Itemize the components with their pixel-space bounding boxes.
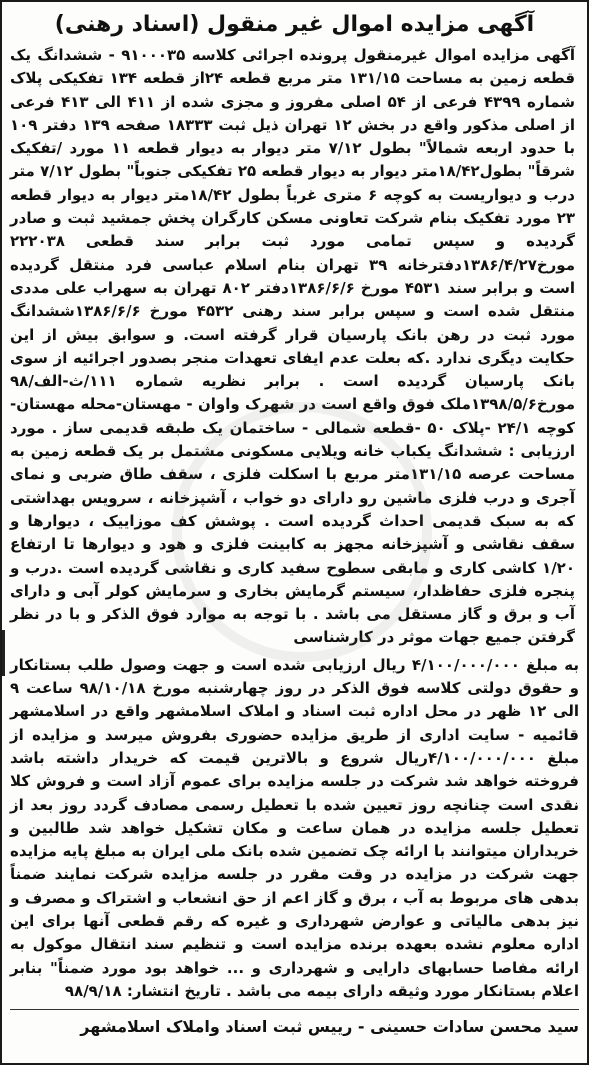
margin-mark xyxy=(2,630,5,676)
signature-line: سید محسن سادات حسینی - رییس ثبت اسناد واملاک اسلامشهر xyxy=(10,1009,579,1040)
notice-body-part-2: به مبلغ ۴/۱۰۰/۰۰۰/۰۰۰ ریال ارزیابی شده است و جهت وصول طلب بستانکار و حقوق دولتی کلاسه فوق الذکر در روز چهارشنبه مورخ ۹۸/۱۰/۱۸ ساعت ۹ الی ۱۲ ظهر در محل اداره ثبت اسناد و املاک اسلامشهر واقع در اسلامشهر قائمیه - سایت اداری از طریق مزایده حضوری بفروش میرسد و مزایده از مبلغ ۴/۱۰۰/۰۰۰/۰۰۰ریال شروع و بالاترین قیمت که خریدار داشته باشد فروخته خواهد شد شرکت در جلسه مزایده برای عموم آزاد است و فروش کلا نقدی است چنانچه روز تعیین شده با تعطیل رسمی مصادف گردد روز بعد از تعطیل جلسه مزایده در همان ساعت و مکان تشکیل خواهد شد طالبین و خریداران میتوانند با ارائه چک تضمین شده بانک ملی ایران به مبلغ پایه مزایده جهت شرکت در مزایده در وقت مقرر در جلسه مزایده شرکت نمایند ضمناً بدهی های مربوط به آب ، برق و گاز اعم از حق انشعاب و اشتراک و مصرف و نیز بدهی مالیاتی و عوارض شهرداری و غیره که رقم قطعی آنها برای این اداره معلوم نشده بعهده برنده مزایده است و تنظیم سند انتقال موکول به ارائه مفاصا حسابهای دارایی و شهرداری و ... خواهد بود مورد ضمناً" بنابر اعلام بستانکار مورد وثیقه دارای بیمه می باشد . تاریخ انتشار: ۹۸/۹/۱۸ xyxy=(10,655,580,1000)
notice-title: آگهی مزایده اموال غیر منقول (اسناد رهنی) xyxy=(54,12,535,37)
notice-body-part-1: آگهی مزایده اموال غیرمنقول پرونده اجرائی کلاسه ۹۱۰۰۰۳۵ - ششدانگ یک قطعه زمین به مساحت ۱۳۱/۱۵ متر مربع قطعه ۲۴از قطعه ۱۳۴ تفکیکی پلاک شماره ۴۳۹۹ فرعی از ۵۴ اصلی مفروز و مجزی شده از ۴۱۱ الی ۴۱۳ فرعی از اصلی مذکور واقع در بخش ۱۲ تهران ذیل ثبت ۱۸۳۳۳ صفحه ۱۳۹ دفتر ۱۰۹ با حدود اربعه شمالاً" بطول ۷/۱۲ متر دیوار به دیوار قطعه ۱۱ مورد /تفکیک شرقاً" بطول۱۸/۴۲متر دیوار به دیوار قطعه ۲۵ تفکیکی جنوباً" بطول ۷/۱۲ متر درب و دیواریست به کوچه ۶ متری غرباً بطول ۱۸/۴۲متر دیوار به دیوار قطعه ۲۳ مورد تفکیک بنام شرکت تعاونی مسکن کارگران پخش جمشید ثبت و صادر گردیده و سپس تمامی مورد ثبت برابر سند قطعی ۲۲۲۰۳۸ مورخ۱۳۸۶/۴/۲۷دفترخانه ۳۹ تهران بنام اسلام عباسی فرد منتقل گردیده است و برابر سند ۴۵۳۱ مورخ ۱۳۸۶/۶/۶دفتر ۸۰۲ تهران به سهراب علی مددی منتقل شده است و سپس برابر سند رهنی ۴۵۳۲ مورخ ۱۳۸۶/۶/۶ششدانگ مورد ثبت در رهن بانک پارسیان قرار گرفته است. و سوابق بیش از این حکایت دیگری ندارد .که بعلت عدم ایفای تعهدات منجر بصدور اجرائیه از سوی بانک پارسیان گردیده است . برابر نظریه شماره ۱۱۱/ث-الف/۹۸ مورخ۱۳۹۸/۵/۶ملک فوق واقع است در شهرک واوان - مهستان-محله مهستان-کوچه ۲۴/۱ -پلاک ۵۰ -قطعه شمالی - ساختمان یک طبقه قدیمی ساز . مورد ارزیابی : ششدانگ یکباب خانه ویلایی مسکونی مشتمل بر یک قطعه زمین به مساحت عرصه ۱۳۱/۱۵متر مربع با اسکلت فلزی ، سقف طاق ضربی و نمای آجری و درب فلزی ماشین رو دارای دو خواب ، آشپزخانه ، سرویس بهداشتی که به سبک قدیمی احداث گردیده است . پوشش کف موزاییک ، دیوارها و سقف نقاشی و آشپزخانه مجهز به کابینت فلزی و هود و دیوارها تا ارتفاع ۱/۲۰ کاشی کاری و مابقی سطوح سفید کاری و نقاشی گردیده است .درب و پنجره فلزی حفاظدار، سیستم گرمایش بخاری و سرمایش کولر آبی و دارای آب و برق و گاز مستقل می باشد . با توجه به موارد فوق الذکر و با در نظر گرفتن جمیع جهات موثر در کارشناسی xyxy=(10,46,576,647)
